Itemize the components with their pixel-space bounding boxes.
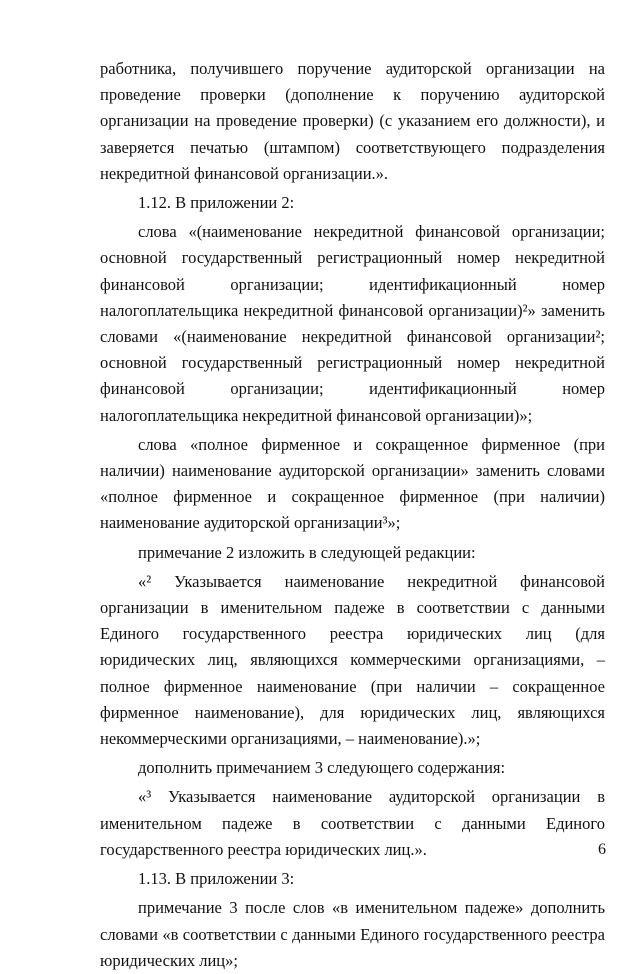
paragraph-replace-words-2: слова «полное фирменное и сокращенное фирменное (при наличии) наименование аудиторской организации» заменить словами «полное фирменное и сокращенное фирменное (при наличии) наименование аудиторской организации³»; (100, 434, 605, 533)
paragraph-section-1-13: 1.13. В приложении 3: (138, 869, 295, 889)
page-number: 6 (598, 841, 606, 858)
paragraph-continuation: работника, получившего поручение аудиторской организации на проведение проверки (дополнение к поручению аудиторской организации на проведение проверки) (с указанием его должности), и заверяется печатью (штампом) соответствующего подразделения некредитной финансовой организации.». (100, 59, 605, 183)
paragraph-note-3-text: «³ Указывается наименование аудиторской организации в именительном падеже в соответствии с данными Единого государственного реестра юридических лиц.». (100, 787, 605, 859)
paragraph-section-1-12: 1.12. В приложении 2: (138, 193, 295, 213)
paragraph-replace-words-1: слова «(наименование некредитной финансовой организации; основной государственный регистрационный номер некредитной финансовой организации; идентификационный номер налогоплательщика некредитной финансовой организации)²» заменить словами «(наименование некредитной финансовой организации²; основной государственный регистрационный номер некредитной финансовой организации; идентификационный номер налогоплательщика некредитной финансовой организации)»; (100, 222, 605, 425)
paragraph-note-3-amendment: примечание 3 после слов «в именительном падеже» дополнить словами «в соответствии с данными Единого государственного реестра юридических лиц»; (100, 898, 605, 970)
paragraph-note-2-intro: примечание 2 изложить в следующей редакции: (138, 542, 476, 562)
paragraph-note-2-text: «² Указывается наименование некредитной финансовой организации в именительном падеже в соответствии с данными Единого государственного реестра юридических лиц (для юридических лиц, являющихся коммерческими организациями, – полное фирменное наименование (при наличии – сокращенное фирменное наименование), для юридических лиц, являющихся некоммерческими организациями, – наименование).»; (100, 571, 605, 749)
document-body (100, 56, 605, 974)
paragraph-note-3-intro: дополнить примечанием 3 следующего содержания: (138, 758, 506, 778)
